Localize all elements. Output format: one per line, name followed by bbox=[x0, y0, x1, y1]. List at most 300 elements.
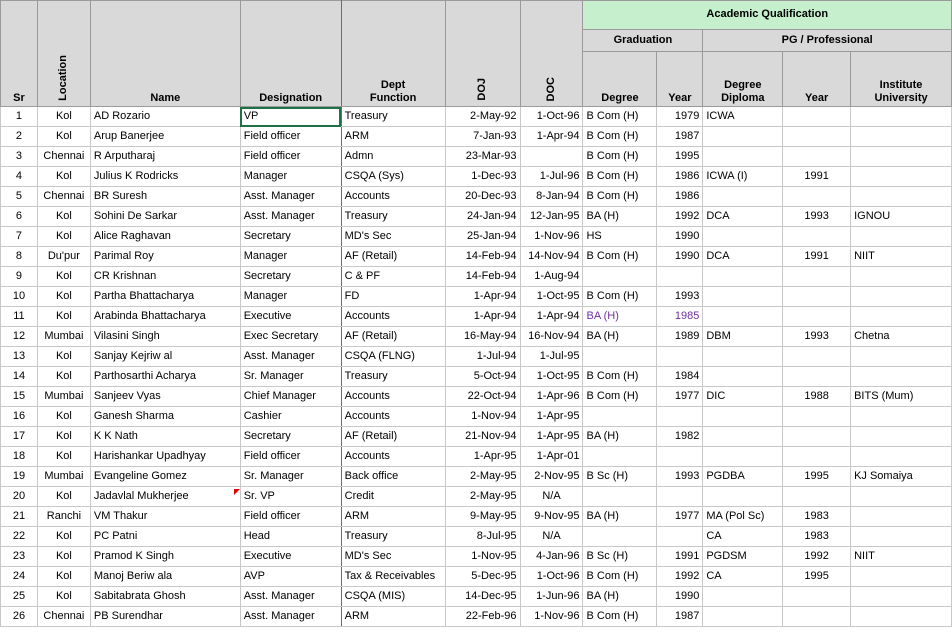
cell-inst[interactable] bbox=[851, 567, 952, 587]
cell-loc[interactable]: Kol bbox=[37, 127, 90, 147]
cell-name[interactable]: PB Surendhar bbox=[90, 607, 240, 627]
cell-doj[interactable]: 25-Jan-94 bbox=[445, 227, 520, 247]
cell-doc[interactable]: 1-Oct-96 bbox=[520, 567, 583, 587]
cell-deg[interactable]: BA (H) bbox=[583, 327, 657, 347]
cell-deg[interactable]: B Sc (H) bbox=[583, 467, 657, 487]
cell-doj[interactable]: 8-Jul-95 bbox=[445, 527, 520, 547]
cell-sr[interactable]: 23 bbox=[1, 547, 38, 567]
cell-name[interactable]: VM Thakur bbox=[90, 507, 240, 527]
cell-sr[interactable]: 24 bbox=[1, 567, 38, 587]
cell-dept[interactable]: ARM bbox=[341, 507, 445, 527]
cell-desig[interactable]: Asst. Manager bbox=[240, 587, 341, 607]
cell-deg[interactable]: B Com (H) bbox=[583, 607, 657, 627]
cell-dept[interactable]: ARM bbox=[341, 127, 445, 147]
header-pg-professional[interactable]: PG / Professional bbox=[703, 30, 952, 52]
cell-inst[interactable] bbox=[851, 447, 952, 467]
cell-pgyear[interactable] bbox=[783, 367, 851, 387]
cell-sr[interactable]: 18 bbox=[1, 447, 38, 467]
header-sr[interactable]: Sr bbox=[1, 1, 38, 107]
cell-desig[interactable]: Sr. VP bbox=[240, 487, 341, 507]
cell-sr[interactable]: 26 bbox=[1, 607, 38, 627]
cell-doc[interactable]: 1-Nov-96 bbox=[520, 607, 583, 627]
cell-desig[interactable]: Asst. Manager bbox=[240, 347, 341, 367]
cell-doc[interactable]: 2-Nov-95 bbox=[520, 467, 583, 487]
cell-pgdeg[interactable] bbox=[703, 307, 783, 327]
cell-pgyear[interactable]: 1983 bbox=[783, 507, 851, 527]
header-doc[interactable]: DOC bbox=[520, 1, 583, 107]
cell-pgdeg[interactable]: DCA bbox=[703, 207, 783, 227]
cell-desig[interactable]: Secretary bbox=[240, 227, 341, 247]
cell-desig[interactable]: Manager bbox=[240, 287, 341, 307]
cell-loc[interactable]: Kol bbox=[37, 547, 90, 567]
cell-year[interactable] bbox=[657, 407, 703, 427]
cell-inst[interactable] bbox=[851, 587, 952, 607]
cell-dept[interactable]: AF (Retail) bbox=[341, 327, 445, 347]
cell-doj[interactable]: 20-Dec-93 bbox=[445, 187, 520, 207]
cell-loc[interactable]: Kol bbox=[37, 167, 90, 187]
cell-year[interactable]: 1993 bbox=[657, 467, 703, 487]
cell-name[interactable]: Julius K Rodricks bbox=[90, 167, 240, 187]
cell-inst[interactable] bbox=[851, 527, 952, 547]
header-name[interactable]: Name bbox=[90, 1, 240, 107]
cell-sr[interactable]: 20 bbox=[1, 487, 38, 507]
cell-loc[interactable]: Chennai bbox=[37, 607, 90, 627]
cell-dept[interactable]: MD's Sec bbox=[341, 547, 445, 567]
cell-inst[interactable] bbox=[851, 407, 952, 427]
cell-doj[interactable]: 14-Feb-94 bbox=[445, 267, 520, 287]
cell-doj[interactable]: 14-Dec-95 bbox=[445, 587, 520, 607]
cell-inst[interactable]: KJ Somaiya bbox=[851, 467, 952, 487]
cell-pgyear[interactable] bbox=[783, 447, 851, 467]
header-institute-university[interactable]: Institute University bbox=[851, 52, 952, 107]
cell-pgyear[interactable]: 1992 bbox=[783, 547, 851, 567]
cell-pgyear[interactable] bbox=[783, 487, 851, 507]
cell-loc[interactable]: Ranchi bbox=[37, 507, 90, 527]
cell-doc[interactable]: 1-Nov-96 bbox=[520, 227, 583, 247]
cell-deg[interactable]: B Com (H) bbox=[583, 287, 657, 307]
cell-year[interactable]: 1985 bbox=[657, 307, 703, 327]
cell-loc[interactable]: Kol bbox=[37, 427, 90, 447]
cell-year[interactable]: 1990 bbox=[657, 247, 703, 267]
cell-loc[interactable]: Kol bbox=[37, 407, 90, 427]
cell-pgdeg[interactable] bbox=[703, 347, 783, 367]
cell-dept[interactable]: Treasury bbox=[341, 527, 445, 547]
cell-pgyear[interactable] bbox=[783, 227, 851, 247]
cell-desig[interactable]: Field officer bbox=[240, 447, 341, 467]
cell-doc[interactable]: 1-Jul-96 bbox=[520, 167, 583, 187]
cell-inst[interactable] bbox=[851, 287, 952, 307]
cell-inst[interactable] bbox=[851, 367, 952, 387]
cell-doj[interactable]: 9-May-95 bbox=[445, 507, 520, 527]
cell-inst[interactable]: NIIT bbox=[851, 547, 952, 567]
cell-doc[interactable]: 9-Nov-95 bbox=[520, 507, 583, 527]
cell-doj[interactable]: 1-Apr-95 bbox=[445, 447, 520, 467]
cell-year[interactable]: 1979 bbox=[657, 107, 703, 127]
cell-loc[interactable]: Chennai bbox=[37, 147, 90, 167]
header-location[interactable]: Location bbox=[37, 1, 90, 107]
cell-desig[interactable]: Asst. Manager bbox=[240, 607, 341, 627]
cell-deg[interactable]: B Com (H) bbox=[583, 367, 657, 387]
cell-sr[interactable]: 13 bbox=[1, 347, 38, 367]
cell-doj[interactable]: 22-Feb-96 bbox=[445, 607, 520, 627]
cell-doj[interactable]: 1-Dec-93 bbox=[445, 167, 520, 187]
cell-deg[interactable]: B Com (H) bbox=[583, 107, 657, 127]
cell-desig[interactable]: VP bbox=[240, 107, 341, 127]
cell-sr[interactable]: 19 bbox=[1, 467, 38, 487]
cell-desig[interactable]: Asst. Manager bbox=[240, 187, 341, 207]
cell-doc[interactable]: 1-Apr-95 bbox=[520, 407, 583, 427]
cell-sr[interactable]: 2 bbox=[1, 127, 38, 147]
cell-pgdeg[interactable] bbox=[703, 187, 783, 207]
cell-sr[interactable]: 10 bbox=[1, 287, 38, 307]
cell-sr[interactable]: 12 bbox=[1, 327, 38, 347]
cell-doc[interactable]: 4-Jan-96 bbox=[520, 547, 583, 567]
cell-doc[interactable]: N/A bbox=[520, 527, 583, 547]
cell-name[interactable]: Manoj Beriw ala bbox=[90, 567, 240, 587]
cell-inst[interactable] bbox=[851, 167, 952, 187]
cell-pgdeg[interactable] bbox=[703, 487, 783, 507]
cell-pgdeg[interactable] bbox=[703, 447, 783, 467]
cell-year[interactable]: 1990 bbox=[657, 227, 703, 247]
cell-doj[interactable]: 2-May-95 bbox=[445, 487, 520, 507]
cell-deg[interactable]: BA (H) bbox=[583, 427, 657, 447]
cell-dept[interactable]: AF (Retail) bbox=[341, 427, 445, 447]
header-graduation[interactable]: Graduation bbox=[583, 30, 703, 52]
cell-doj[interactable]: 1-Apr-94 bbox=[445, 307, 520, 327]
cell-year[interactable]: 1986 bbox=[657, 187, 703, 207]
cell-deg[interactable]: B Com (H) bbox=[583, 147, 657, 167]
cell-pgyear[interactable]: 1993 bbox=[783, 327, 851, 347]
cell-loc[interactable]: Kol bbox=[37, 347, 90, 367]
cell-loc[interactable]: Chennai bbox=[37, 187, 90, 207]
cell-desig[interactable]: Cashier bbox=[240, 407, 341, 427]
header-pg-year[interactable]: Year bbox=[783, 52, 851, 107]
cell-pgyear[interactable] bbox=[783, 407, 851, 427]
cell-sr[interactable]: 22 bbox=[1, 527, 38, 547]
cell-name[interactable]: Arup Banerjee bbox=[90, 127, 240, 147]
cell-pgdeg[interactable] bbox=[703, 147, 783, 167]
cell-deg[interactable]: B Com (H) bbox=[583, 127, 657, 147]
cell-pgdeg[interactable]: DBM bbox=[703, 327, 783, 347]
cell-name[interactable]: Vilasini Singh bbox=[90, 327, 240, 347]
cell-inst[interactable] bbox=[851, 147, 952, 167]
cell-doc[interactable]: 1-Oct-96 bbox=[520, 107, 583, 127]
cell-year[interactable]: 1991 bbox=[657, 547, 703, 567]
cell-sr[interactable]: 15 bbox=[1, 387, 38, 407]
header-year[interactable]: Year bbox=[657, 52, 703, 107]
cell-desig[interactable]: Sr. Manager bbox=[240, 367, 341, 387]
cell-inst[interactable] bbox=[851, 347, 952, 367]
cell-year[interactable] bbox=[657, 527, 703, 547]
cell-doj[interactable]: 1-Apr-94 bbox=[445, 287, 520, 307]
cell-desig[interactable]: Field officer bbox=[240, 507, 341, 527]
cell-year[interactable]: 1987 bbox=[657, 607, 703, 627]
cell-inst[interactable] bbox=[851, 427, 952, 447]
cell-doj[interactable]: 5-Dec-95 bbox=[445, 567, 520, 587]
cell-pgdeg[interactable]: ICWA (I) bbox=[703, 167, 783, 187]
cell-pgyear[interactable]: 1988 bbox=[783, 387, 851, 407]
cell-doc[interactable]: 1-Jun-96 bbox=[520, 587, 583, 607]
cell-dept[interactable]: CSQA (MIS) bbox=[341, 587, 445, 607]
cell-pgyear[interactable] bbox=[783, 347, 851, 367]
cell-dept[interactable]: CSQA (Sys) bbox=[341, 167, 445, 187]
comment-indicator-icon[interactable] bbox=[234, 489, 240, 495]
cell-doc[interactable]: 1-Apr-96 bbox=[520, 387, 583, 407]
cell-sr[interactable]: 4 bbox=[1, 167, 38, 187]
cell-doj[interactable]: 1-Nov-95 bbox=[445, 547, 520, 567]
cell-loc[interactable]: Kol bbox=[37, 447, 90, 467]
cell-dept[interactable]: FD bbox=[341, 287, 445, 307]
cell-year[interactable] bbox=[657, 447, 703, 467]
cell-pgdeg[interactable]: ICWA bbox=[703, 107, 783, 127]
cell-deg[interactable]: BA (H) bbox=[583, 207, 657, 227]
cell-desig[interactable]: Secretary bbox=[240, 267, 341, 287]
cell-year[interactable]: 1992 bbox=[657, 567, 703, 587]
cell-dept[interactable]: Tax & Receivables bbox=[341, 567, 445, 587]
cell-deg[interactable] bbox=[583, 267, 657, 287]
cell-doj[interactable]: 2-May-95 bbox=[445, 467, 520, 487]
cell-doj[interactable]: 14-Feb-94 bbox=[445, 247, 520, 267]
cell-doc[interactable]: 14-Nov-94 bbox=[520, 247, 583, 267]
cell-desig[interactable]: Manager bbox=[240, 167, 341, 187]
cell-sr[interactable]: 11 bbox=[1, 307, 38, 327]
cell-sr[interactable]: 16 bbox=[1, 407, 38, 427]
cell-loc[interactable]: Kol bbox=[37, 207, 90, 227]
cell-pgyear[interactable]: 1983 bbox=[783, 527, 851, 547]
cell-deg[interactable]: BA (H) bbox=[583, 587, 657, 607]
header-dept-function[interactable]: Dept Function bbox=[341, 1, 445, 107]
cell-deg[interactable]: B Com (H) bbox=[583, 387, 657, 407]
cell-sr[interactable]: 21 bbox=[1, 507, 38, 527]
cell-loc[interactable]: Mumbai bbox=[37, 387, 90, 407]
cell-deg[interactable]: B Com (H) bbox=[583, 167, 657, 187]
cell-year[interactable]: 1993 bbox=[657, 287, 703, 307]
header-designation[interactable]: Designation bbox=[240, 1, 341, 107]
cell-pgdeg[interactable]: PGDSM bbox=[703, 547, 783, 567]
cell-sr[interactable]: 6 bbox=[1, 207, 38, 227]
cell-inst[interactable] bbox=[851, 507, 952, 527]
cell-loc[interactable]: Kol bbox=[37, 107, 90, 127]
cell-doj[interactable]: 5-Oct-94 bbox=[445, 367, 520, 387]
cell-dept[interactable]: Accounts bbox=[341, 307, 445, 327]
cell-doc[interactable]: 1-Oct-95 bbox=[520, 367, 583, 387]
cell-loc[interactable]: Kol bbox=[37, 527, 90, 547]
cell-inst[interactable] bbox=[851, 127, 952, 147]
cell-desig[interactable]: Secretary bbox=[240, 427, 341, 447]
cell-doc[interactable]: 16-Nov-94 bbox=[520, 327, 583, 347]
cell-loc[interactable]: Kol bbox=[37, 367, 90, 387]
cell-inst[interactable] bbox=[851, 267, 952, 287]
cell-sr[interactable]: 3 bbox=[1, 147, 38, 167]
cell-desig[interactable]: Head bbox=[240, 527, 341, 547]
cell-pgdeg[interactable]: CA bbox=[703, 567, 783, 587]
cell-loc[interactable]: Mumbai bbox=[37, 467, 90, 487]
cell-pgdeg[interactable] bbox=[703, 427, 783, 447]
cell-name[interactable]: Parthosarthi Acharya bbox=[90, 367, 240, 387]
cell-inst[interactable]: NIIT bbox=[851, 247, 952, 267]
cell-dept[interactable]: Credit bbox=[341, 487, 445, 507]
cell-name[interactable]: R Arputharaj bbox=[90, 147, 240, 167]
cell-doj[interactable]: 24-Jan-94 bbox=[445, 207, 520, 227]
cell-pgyear[interactable]: 1991 bbox=[783, 167, 851, 187]
cell-pgdeg[interactable]: CA bbox=[703, 527, 783, 547]
cell-desig[interactable]: Asst. Manager bbox=[240, 207, 341, 227]
cell-pgdeg[interactable]: PGDBA bbox=[703, 467, 783, 487]
cell-doj[interactable]: 16-May-94 bbox=[445, 327, 520, 347]
cell-desig[interactable]: Chief Manager bbox=[240, 387, 341, 407]
cell-doc[interactable]: 1-Apr-94 bbox=[520, 127, 583, 147]
cell-loc[interactable]: Kol bbox=[37, 267, 90, 287]
cell-inst[interactable] bbox=[851, 107, 952, 127]
cell-sr[interactable]: 8 bbox=[1, 247, 38, 267]
cell-dept[interactable]: Treasury bbox=[341, 207, 445, 227]
cell-sr[interactable]: 7 bbox=[1, 227, 38, 247]
cell-dept[interactable]: C & PF bbox=[341, 267, 445, 287]
cell-deg[interactable]: B Com (H) bbox=[583, 187, 657, 207]
cell-doc[interactable]: 1-Aug-94 bbox=[520, 267, 583, 287]
cell-doj[interactable]: 1-Jul-94 bbox=[445, 347, 520, 367]
cell-pgdeg[interactable] bbox=[703, 407, 783, 427]
cell-pgdeg[interactable] bbox=[703, 587, 783, 607]
cell-doc[interactable]: 1-Apr-01 bbox=[520, 447, 583, 467]
cell-loc[interactable]: Kol bbox=[37, 587, 90, 607]
cell-pgdeg[interactable]: MA (Pol Sc) bbox=[703, 507, 783, 527]
cell-year[interactable]: 1989 bbox=[657, 327, 703, 347]
cell-pgyear[interactable] bbox=[783, 267, 851, 287]
cell-inst[interactable] bbox=[851, 187, 952, 207]
cell-doj[interactable]: 21-Nov-94 bbox=[445, 427, 520, 447]
cell-pgdeg[interactable]: DCA bbox=[703, 247, 783, 267]
header-doj[interactable]: DOJ bbox=[445, 1, 520, 107]
cell-loc[interactable]: Mumbai bbox=[37, 327, 90, 347]
cell-name[interactable]: AD Rozario bbox=[90, 107, 240, 127]
cell-dept[interactable]: Accounts bbox=[341, 187, 445, 207]
cell-year[interactable]: 1977 bbox=[657, 507, 703, 527]
cell-sr[interactable]: 9 bbox=[1, 267, 38, 287]
cell-deg[interactable]: B Com (H) bbox=[583, 567, 657, 587]
cell-sr[interactable]: 5 bbox=[1, 187, 38, 207]
cell-desig[interactable]: Executive bbox=[240, 547, 341, 567]
cell-dept[interactable]: Accounts bbox=[341, 407, 445, 427]
cell-loc[interactable]: Du'pur bbox=[37, 247, 90, 267]
cell-pgyear[interactable] bbox=[783, 427, 851, 447]
cell-inst[interactable]: IGNOU bbox=[851, 207, 952, 227]
cell-dept[interactable]: Treasury bbox=[341, 107, 445, 127]
cell-inst[interactable]: BITS (Mum) bbox=[851, 387, 952, 407]
cell-deg[interactable]: HS bbox=[583, 227, 657, 247]
cell-pgdeg[interactable] bbox=[703, 287, 783, 307]
cell-deg[interactable]: BA (H) bbox=[583, 307, 657, 327]
cell-pgdeg[interactable] bbox=[703, 267, 783, 287]
cell-sr[interactable]: 17 bbox=[1, 427, 38, 447]
cell-year[interactable]: 1977 bbox=[657, 387, 703, 407]
cell-doj[interactable]: 2-May-92 bbox=[445, 107, 520, 127]
cell-name[interactable]: Jadavlal Mukherjee bbox=[90, 487, 240, 507]
cell-pgdeg[interactable] bbox=[703, 607, 783, 627]
cell-dept[interactable]: Admn bbox=[341, 147, 445, 167]
cell-name[interactable]: PC Patni bbox=[90, 527, 240, 547]
cell-year[interactable] bbox=[657, 267, 703, 287]
cell-sr[interactable]: 1 bbox=[1, 107, 38, 127]
cell-dept[interactable]: Accounts bbox=[341, 387, 445, 407]
cell-name[interactable]: Alice Raghavan bbox=[90, 227, 240, 247]
cell-doj[interactable]: 7-Jan-93 bbox=[445, 127, 520, 147]
cell-name[interactable]: BR Suresh bbox=[90, 187, 240, 207]
cell-name[interactable]: CR Krishnan bbox=[90, 267, 240, 287]
cell-inst[interactable] bbox=[851, 607, 952, 627]
cell-dept[interactable]: MD's Sec bbox=[341, 227, 445, 247]
cell-name[interactable]: Sanjeev Vyas bbox=[90, 387, 240, 407]
header-academic-qualification[interactable]: Academic Qualification bbox=[583, 1, 952, 30]
cell-dept[interactable]: ARM bbox=[341, 607, 445, 627]
cell-desig[interactable]: AVP bbox=[240, 567, 341, 587]
cell-doj[interactable]: 23-Mar-93 bbox=[445, 147, 520, 167]
cell-pgdeg[interactable] bbox=[703, 367, 783, 387]
header-degree[interactable]: Degree bbox=[583, 52, 657, 107]
cell-doc[interactable]: 1-Apr-95 bbox=[520, 427, 583, 447]
cell-pgdeg[interactable]: DIC bbox=[703, 387, 783, 407]
cell-loc[interactable]: Kol bbox=[37, 287, 90, 307]
cell-name[interactable]: Arabinda Bhattacharya bbox=[90, 307, 240, 327]
cell-doc[interactable]: N/A bbox=[520, 487, 583, 507]
cell-pgyear[interactable]: 1993 bbox=[783, 207, 851, 227]
cell-dept[interactable]: CSQA (FLNG) bbox=[341, 347, 445, 367]
cell-desig[interactable]: Sr. Manager bbox=[240, 467, 341, 487]
cell-year[interactable]: 1990 bbox=[657, 587, 703, 607]
cell-year[interactable]: 1982 bbox=[657, 427, 703, 447]
cell-loc[interactable]: Kol bbox=[37, 307, 90, 327]
cell-year[interactable]: 1986 bbox=[657, 167, 703, 187]
cell-desig[interactable]: Field officer bbox=[240, 127, 341, 147]
cell-loc[interactable]: Kol bbox=[37, 227, 90, 247]
cell-doc[interactable]: 1-Jul-95 bbox=[520, 347, 583, 367]
cell-desig[interactable]: Exec Secretary bbox=[240, 327, 341, 347]
cell-pgdeg[interactable] bbox=[703, 227, 783, 247]
cell-doj[interactable]: 1-Nov-94 bbox=[445, 407, 520, 427]
cell-deg[interactable] bbox=[583, 527, 657, 547]
cell-inst[interactable]: Chetna bbox=[851, 327, 952, 347]
cell-inst[interactable] bbox=[851, 487, 952, 507]
cell-sr[interactable]: 25 bbox=[1, 587, 38, 607]
cell-inst[interactable] bbox=[851, 227, 952, 247]
cell-pgyear[interactable] bbox=[783, 127, 851, 147]
cell-pgyear[interactable] bbox=[783, 607, 851, 627]
cell-deg[interactable] bbox=[583, 407, 657, 427]
cell-deg[interactable]: BA (H) bbox=[583, 507, 657, 527]
cell-year[interactable]: 1984 bbox=[657, 367, 703, 387]
cell-desig[interactable]: Executive bbox=[240, 307, 341, 327]
cell-pgyear[interactable]: 1995 bbox=[783, 567, 851, 587]
cell-name[interactable]: K K Nath bbox=[90, 427, 240, 447]
cell-dept[interactable]: Accounts bbox=[341, 447, 445, 467]
cell-dept[interactable]: Back office bbox=[341, 467, 445, 487]
cell-deg[interactable] bbox=[583, 447, 657, 467]
cell-doc[interactable]: 12-Jan-95 bbox=[520, 207, 583, 227]
cell-pgyear[interactable] bbox=[783, 587, 851, 607]
cell-name[interactable]: Sabitabrata Ghosh bbox=[90, 587, 240, 607]
cell-pgyear[interactable] bbox=[783, 187, 851, 207]
cell-year[interactable]: 1987 bbox=[657, 127, 703, 147]
cell-desig[interactable]: Field officer bbox=[240, 147, 341, 167]
cell-pgyear[interactable] bbox=[783, 107, 851, 127]
cell-deg[interactable]: B Com (H) bbox=[583, 247, 657, 267]
cell-year[interactable] bbox=[657, 487, 703, 507]
cell-year[interactable]: 1995 bbox=[657, 147, 703, 167]
cell-name[interactable]: Sohini De Sarkar bbox=[90, 207, 240, 227]
cell-doc[interactable]: 1-Apr-94 bbox=[520, 307, 583, 327]
cell-dept[interactable]: AF (Retail) bbox=[341, 247, 445, 267]
cell-loc[interactable]: Kol bbox=[37, 567, 90, 587]
